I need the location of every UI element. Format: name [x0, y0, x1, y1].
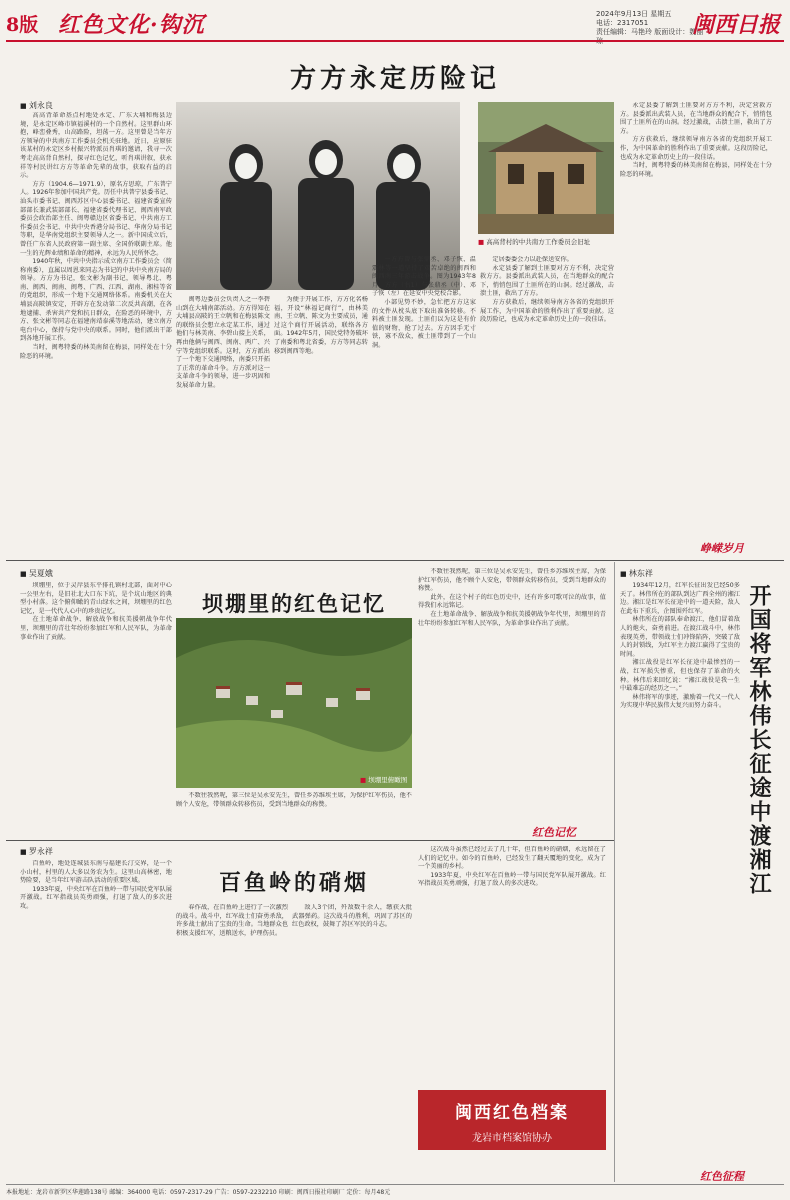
article1-text-col4: 一方方曾与张鼎丞、邓子恢、温震林等一道坚持了艰苦卓绝的闽西和闽西南三年游击战争。图为1943年8月，方方（右1）与张鼎丞（中）、邓子恢（左）在延安中央党校合影。 小部见势不妙，急忙把方方这家的文件从枕头底下取出准备转移。不料被土匪发现。土匪们以为这是有价值的财物，抢了过去。方方因手无寸铁，寡不敌众，被土匪带到了一个山洞。 — [372, 256, 476, 349]
article4-title: 百鱼岭的硝烟 — [218, 870, 369, 896]
editor-line: 责任编辑：马艳玲 版面设计：魏丽 — [596, 28, 704, 36]
article2-text-col1: 坝堋里，位于灵岸县东平排孔镇村北部，面对中心一公里左右，是旧社北大口东下坑，是个坑山地区的典型小村落。这个俯仰瞰的青山绿水之间，坝堋里的红色记忆，是一代代人心中的珍贵记忆。 在土地革命战争、解放战争和抗美援朝战争年代里，坝堋里的青壮年纷纷参加红军和人民军队，为革命事业作出了贡献。 — [20, 582, 172, 641]
article4-text-col3: 敌人3个团，歼敌数千余人，缴获大批武器弹药。这次战斗的胜利，巩固了苏区的红色政权，鼓舞了苏区军民的斗志。 — [292, 904, 412, 929]
date-line: 2024年9月13日 星期五 — [596, 10, 672, 18]
newspaper-name: 闽西日报 — [691, 12, 780, 38]
article2-text-col3: 不数往我然呢，第三位是吴永安先生，曾任乡苏维埃主席，为保护红军伤员，他不顾个人安危，带领群众转移伤员，受到当地群众的称赞。 此外，在这个村子的红色历史中，还有许多可歌可泣的故事，值得我们永远铭记。 在土地革命战争、解放战争和抗美援朝战争年代里，坝堋里的青壮年纷纷参加红军和人民军队，为革命事业作出了贡献。 — [418, 568, 606, 627]
article2-byline: ■ 吴夏娥 — [20, 568, 53, 579]
article2-title: 坝堋里的红色记忆 — [202, 591, 386, 616]
article1-title: 方方永定历险记 — [289, 64, 500, 94]
article4-text-col4: 这次战斗虽然已经过去了几十年，但百鱼岭的硝烟，永远留在了人们的记忆中。如今的百鱼岭，已经发生了翻天覆地的变化，成为了一个美丽的乡村。 1933年夏，中央红军在百鱼岭一带与国民党军队展开激战。红军指战员英勇顽强，打退了敌人的多次进攻。 — [418, 846, 606, 888]
article1-photo-house — [478, 102, 614, 234]
article1-byline: ■ 刘永良 — [20, 100, 53, 111]
article1-text-col2: 闽粤边委员会负责人之一李碧山到在大埔南部活动。方方得知在大埔县高陂的王立帆和在梅县陈文的联络员会想立永定某工作，通过他们与林美南、李碧山接上关系，再由他俩与闽西、闽南、两广、兴宁等党组织联系。这时，方方派出了一个地下交通网络，南委只开拓了正常的革命斗争。方方派对这一支革命斗争的领导，进一步巩固和发展革命力量。 — [176, 296, 270, 389]
article2-photo-village — [176, 618, 412, 788]
banner-title: 闽西红色档案 — [455, 1103, 569, 1123]
footer-info: 本报地址：龙岩市新罗区华莲路138号 邮编：364000 电话：0597-2317-29 广告：0597-2232210 印刷：闽西日报社印刷厂 定价：每月48元 — [6, 1184, 784, 1196]
archive-banner — [418, 1090, 606, 1150]
masthead-rule — [6, 40, 784, 42]
section-divider-2 — [6, 840, 614, 841]
article4-text-col2: 春作战，在百鱼岭上进行了一次激烈的战斗。战斗中，红军战士们奋勇杀敌，许多战士献出了宝贵的生命。当地群众也积极支援红军，送粮送水，护理伤员。 — [176, 904, 288, 937]
article1-tag: 峥嵘岁月 — [700, 542, 744, 555]
article1-photo-house-caption: ■ 高高背村的中共南方工作委员会旧址 — [478, 238, 614, 247]
article4-text-col1: 百鱼岭，地处连城县东南与福建长汀交界，是一个小山村，村里的人大多以务农为生。这里山高林密，地势险要，是当年红军游击队活动的重要区域。 1933年夏，中央红军在百鱼岭一带与国民党军队展开激战。红军指战员英勇顽强，打退了敌人的多次进攻。 — [20, 860, 172, 910]
article1-text-col6: 永定县委了解到土匪要对方方不利，决定营救方方。县委派出武装人员，在当地群众的配合下，悄悄包围了土匪所在的山洞。经过激战，击溃土匪，救出了方方。 方方获救后，继续领导南方各省的党组织开展工作，为中国革命的胜利作出了重要贡献。这段历险记，也成为永定革命历史上的一段佳话。 当时，闽粤特委的林美南留在梅县，同样处在十分险恶的环境。 — [620, 102, 772, 178]
article3-tag: 红色征程 — [700, 1170, 744, 1183]
section-divider-1 — [6, 560, 784, 561]
article2-text-col2: 不数往我然呢，第三位是吴永安先生，曾任乡苏维埃主席，为保护红军伤员，他不顾个人安危，带领群众转移伤员，受到当地群众的称赞。 — [176, 792, 412, 808]
article3-text-col: 1934年12月，红军长征出发已经50多天了。林伟所在的部队到达广西全州的湘江边。湘江是红军长征途中的一道天险，敌人在此布下重兵，企图围歼红军。 林伟所在的部队奉命渡江，他们冒着敌人的炮火，奋勇前进。在渡江战斗中，林伟表现英勇，带领战士们冲锋陷阵，突破了敌人的封锁线，为红军主力渡江赢得了宝贵的时间。 湘江战役是红军长征途中最惨烈的一战，红军损失惨重，但也保存了革命的火种。林伟后来回忆说：“湘江战役是我一生中最难忘的经历之一。” 林伟将军的事迹，激励着一代又一代人为实现中华民族伟大复兴而努力奋斗。 — [620, 582, 740, 710]
article1-text-col5: 定居委委会力以赴保送安你。 永定县委了解到土匪要对方方不利，决定营救方方。县委派出武装人员，在当地群众的配合下，悄悄包围了土匪所在的山洞。经过激战，击溃土匪，救出了方方。 方方获救后，继续领导南方各省的党组织开展工作，为中国革命的胜利作出了重要贡献。这段历险记，也成为永定革命历史上的一段佳话。 — [480, 256, 614, 324]
phone-line: 电话：2317051 — [596, 19, 649, 27]
article3-byline: ■ 林东祥 — [620, 568, 653, 579]
banner-subtitle: 龙岩市档案馆协办 — [472, 1133, 552, 1144]
column-divider-right — [614, 562, 615, 1182]
section-logo: 红色文化·钩沉 — [58, 12, 205, 38]
article1-text-col1: 高高背革命基点村地处永定、广东大埔和梅县边境，是永定区峰市镇福溪村的一个自然村。这里群山环抱，峰峦叠秀，山高路险，坦荡一方。这里曾是当年方方领导的中共南方工作委员会机关驻地。近日，应原驻该某村的永定区乡村振兴特派员肖琪的邀请，我寻一次考走高高背自然村，探寻红色记忆，听肖琪讲叙，获永祥等村民讲红方方等革命先辈的故事，获取有益的启示。 方方（1904.6—1971.9），原名方思琼，广东普宁人。1926年参加中国共产党。历任中共普宁县委书记、汕头市委书记、闽西苏区中心县委书记、福建省委宣传部部长兼武装部部长、福建省委代理书记、闽西南军政委员会政治部主任、闽粤赣边区省委书记、中共南方工作委员会书记、中共中央香港分局书记、华南分局书记等职，是华南党组织主要领导人之一。新中国成立后，曾任广东省人民政府第一副主席、全国侨联副主席。他一生的光辉业绩和革命的精神，永远为人民所怀念。 1940年秋，中共中央指示成立南方工作委员会（简称南委），直属以周恩来同志为书记的中共中央南方局的领导。方方为书记，张文彬为副书记，领导粤北、粤南、闽西、闽南、闽粤、广西、江西、湖南、湘桂等省的党组织，形成一个地下交通网络体系。南委机关在大埔县高陂镇安定，开辟方在发动第二次反共高潮，在各地逮捕、杀害共产党和抗日群众，在险恶的环境中，方方、张文彬等同志在福建南靖泰溪等地活动，建立南方电台中心，保持与党中央的联系。同时，他们派出干部到各地开展工作。 当时，闽粤特委的林美南留在梅县，同样处在十分险恶的环境。 — [20, 112, 172, 360]
article4-byline: ■ 罗永祥 — [20, 846, 53, 857]
article1-text-col3: 为便于开展工作，方方化名杨福，开设“林福记商行”，由林美南、王立帆、陈文为主要成员，通过这个商行开展活动，联络各方面。1942年5月，国民党特务破坏了南委和粤北省委，方方等同志转移到闽西等地。 — [274, 296, 368, 355]
masthead — [6, 8, 784, 38]
article3-title: 开国将军林伟长征途中渡湘江 — [746, 584, 772, 896]
article2-photo-caption: ■ 坝堋里俯瞰图 — [360, 776, 407, 785]
page-number: 8版 — [6, 14, 39, 36]
article2-tag: 红色记忆 — [532, 826, 576, 839]
